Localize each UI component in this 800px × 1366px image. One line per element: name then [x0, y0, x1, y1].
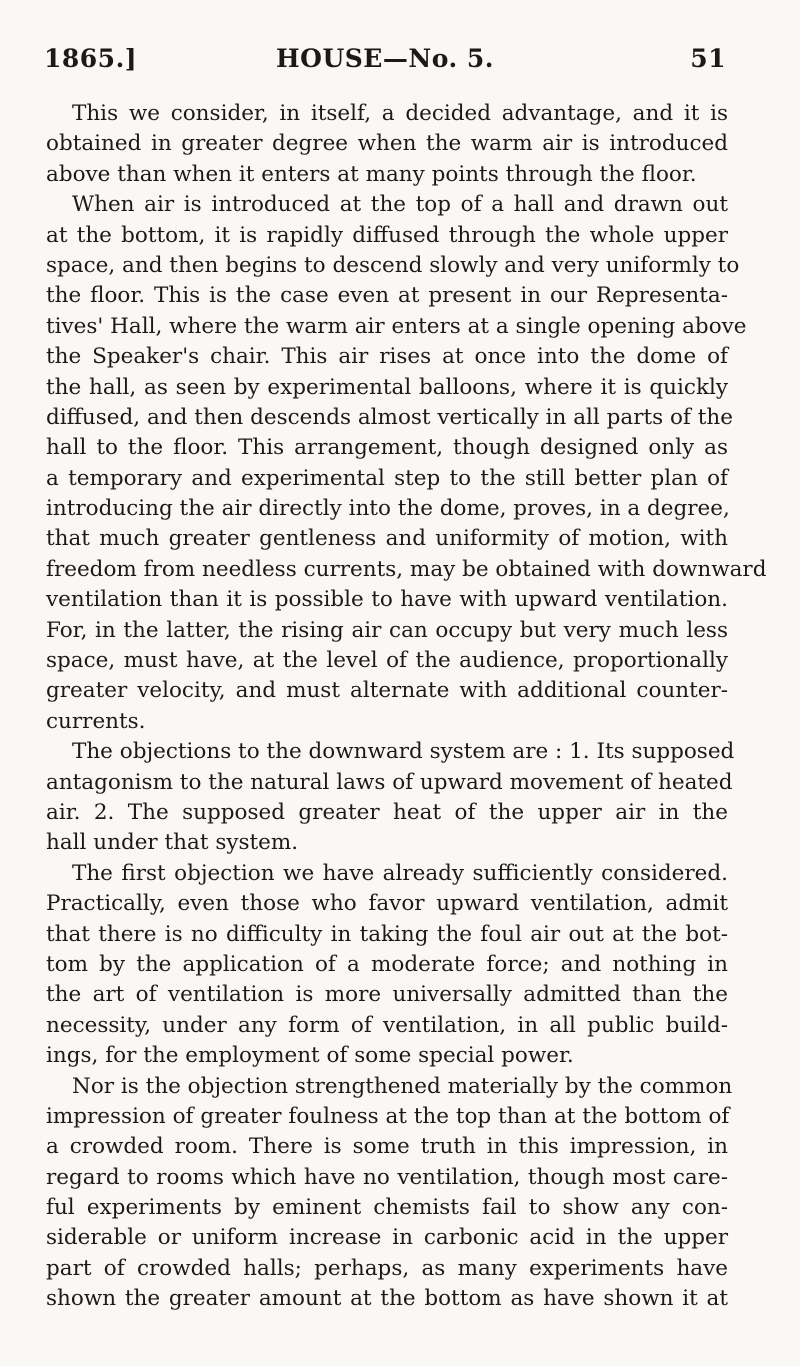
text-line: air. 2. The supposed greater heat of the upper air in the	[46, 799, 728, 825]
text-line: Practically, even those who favor upward ventilation, admit	[46, 891, 728, 917]
text-line: greater velocity, and must alternate with additional counter-	[46, 678, 728, 704]
text-line: that much greater gentleness and uniformity of motion, with	[46, 526, 728, 552]
text-line: impression of greater foulness at the top than at the bottom of	[46, 1103, 730, 1129]
text-line: a crowded room. There is some truth in this impression, in	[46, 1134, 728, 1160]
text-line: obtained in greater degree when the warm air is introduced	[46, 131, 728, 157]
text-line: freedom from needless currents, may be obtained with downward	[46, 556, 767, 582]
header-year: 1865.]	[44, 44, 138, 73]
page-number: 51	[690, 44, 726, 73]
text-line: diffused, and then descends almost vertically in all parts of the	[46, 404, 733, 430]
header-title: HOUSE—No. 5.	[276, 44, 494, 73]
text-line: For, in the latter, the rising air can occupy but very much less	[46, 617, 728, 643]
text-line: ings, for the employment of some special power.	[46, 1043, 574, 1069]
text-line: siderable or uniform increase in carbonic acid in the upper	[46, 1225, 728, 1251]
text-line: the Speaker's chair. This air rises at once into the dome of	[46, 344, 728, 370]
text-line: introducing the air directly into the dome, proves, in a degree,	[46, 496, 730, 522]
text-line: The objections to the downward system are : 1. Its supposed	[72, 739, 735, 765]
text-line: tives' Hall, where the warm air enters at a single opening above	[46, 313, 747, 339]
text-line: hall under that system.	[46, 830, 299, 856]
text-line: at the bottom, it is rapidly diffused through the whole upper	[46, 222, 728, 248]
text-line: currents.	[46, 708, 146, 734]
text-line: regard to rooms which have no ventilation, though most care-	[46, 1164, 728, 1190]
text-line: This we consider, in itself, a decided advantage, and it is	[72, 101, 728, 126]
text-line: Nor is the objection strengthened materially by the common	[72, 1073, 733, 1099]
text-line: the art of ventilation is more universally admitted than the	[46, 982, 728, 1008]
text-line: shown the greater amount at the bottom as have shown it at	[46, 1286, 728, 1312]
text-line: part of crowded halls; perhaps, as many experiments have	[46, 1255, 728, 1281]
text-line: antagonism to the natural laws of upward movement of heated	[46, 769, 733, 795]
text-line: hall to the floor. This arrangement, though designed only as	[46, 435, 728, 461]
running-header	[44, 44, 726, 84]
text-line: necessity, under any form of ventilation, in all public build-	[46, 1012, 728, 1038]
text-line: When air is introduced at the top of a hall and drawn out	[72, 192, 728, 218]
text-line: tom by the application of a moderate force; and nothing in	[46, 951, 728, 977]
text-line: above than when it enters at many points through the floor.	[46, 161, 697, 187]
text-line: the floor. This is the case even at present in our Representa-	[46, 283, 728, 309]
text-line: space, and then begins to descend slowly and very uniformly to	[46, 252, 740, 278]
text-line: the hall, as seen by experimental balloons, where it is quickly	[46, 374, 728, 400]
text-line: ventilation than it is possible to have with upward ventilation.	[46, 587, 728, 613]
text-line: space, must have, at the level of the audience, proportionally	[46, 648, 728, 674]
text-line: that there is no difficulty in taking the foul air out at the bot-	[46, 921, 728, 947]
text-line: a temporary and experimental step to the still better plan of	[46, 465, 728, 491]
text-line: ful experiments by eminent chemists fail to show any con-	[46, 1195, 728, 1221]
body-text	[46, 99, 767, 1315]
text-line: The first objection we have already sufficiently considered.	[72, 860, 728, 886]
